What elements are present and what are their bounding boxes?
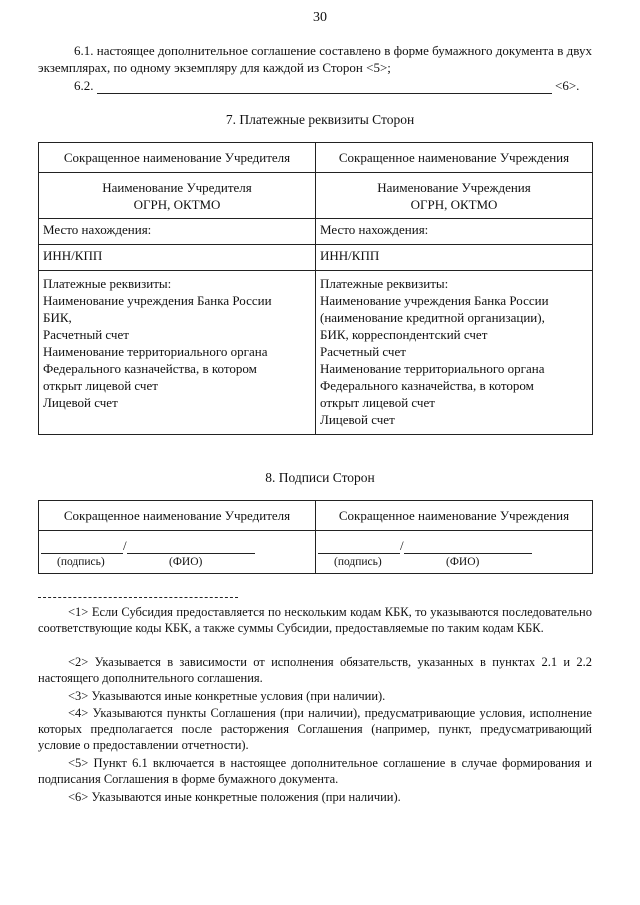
bank-line: БИК, корреспондентский счет [320, 327, 488, 342]
bank-line: Наименование учреждения Банка России [43, 293, 272, 308]
bank-line: Расчетный счет [43, 327, 129, 342]
bank-line: Расчетный счет [320, 344, 406, 359]
institution-location: Место нахождения: [316, 219, 593, 245]
founder-name: Наименование Учредителя [102, 179, 252, 195]
bank-line: Федерального казначейства, в котором [320, 378, 534, 393]
institution-short-name-header: Сокращенное наименование Учреждения [316, 143, 593, 173]
bank-line: (наименование кредитной организации), [320, 310, 545, 325]
founder-signature-cell [39, 531, 316, 574]
bank-line: БИК, [43, 310, 72, 325]
clause-6-2-footnote: <6>. [555, 78, 580, 93]
institution-signature-cell [316, 531, 593, 574]
bank-line: Платежные реквизиты: [43, 276, 172, 291]
founder-fio-label: (ФИО) [169, 556, 203, 568]
founder-inn-kpp: ИНН/КПП [39, 245, 316, 271]
section-8-title: 8. Подписи Сторон [265, 470, 375, 485]
bank-line: Наименование учреждения Банка России [320, 293, 549, 308]
founder-signature-header: Сокращенное наименование Учредителя [39, 501, 316, 531]
bank-line: Федерального казначейства, в котором [43, 361, 257, 376]
slash: / [123, 538, 127, 553]
footnote-separator [38, 597, 238, 598]
founder-short-name-header: Сокращенное наименование Учредителя [39, 143, 316, 173]
bank-line: Наименование территориального органа [320, 361, 545, 376]
founder-sign-label: (подпись) [57, 556, 105, 568]
institution-name-cell [316, 173, 593, 219]
institution-ogrn: ОГРН, ОКТМО [410, 196, 498, 212]
institution-signature-line[interactable] [318, 539, 400, 554]
institution-bank-details [316, 271, 593, 435]
bank-line: Платежные реквизиты: [320, 276, 449, 291]
bank-line: Лицевой счет [43, 395, 118, 410]
institution-signature-header: Сокращенное наименование Учреждения [316, 501, 593, 531]
founder-location: Место нахождения: [39, 219, 316, 245]
footnote-5: <5> Пункт 6.1 включается в настоящее дополнительное соглашение в случае формирования и подписания Соглашения в форме бумажного документа. [38, 756, 592, 786]
founder-bank-details [39, 271, 316, 435]
founder-signature-line[interactable] [41, 539, 123, 554]
institution-inn-kpp: ИНН/КПП [316, 245, 593, 271]
footnote-1: <1> Если Субсидия предоставляется по нескольким кодам КБК, то указываются последовательно соответствующие коды КБК, а также суммы Субсидии, предоставляемые по таким кодам КБК. [38, 605, 592, 635]
footnote-3: <3> Указываются иные конкретные условия (при наличии). [68, 689, 386, 703]
bank-line: Лицевой счет [320, 412, 395, 427]
bank-line: открыт лицевой счет [43, 378, 158, 393]
section-7-title: 7. Платежные реквизиты Сторон [225, 112, 415, 127]
slash: / [400, 538, 404, 553]
institution-fio-line[interactable] [404, 539, 532, 554]
footnote-4: <4> Указываются пункты Соглашения (при наличии), предусматривающие условия, исполнение которых предполагается после расторжения Соглашения (например, пункт, предусматривающий условие о предоставлении отчетности). [38, 706, 592, 752]
clause-6-2 [38, 77, 592, 94]
clause-6-1: 6.1. настоящее дополнительное соглашение составлено в форме бумажного документа в двух экземплярах, по одному экземпляру для каждой из Сторон <5>; [38, 43, 592, 75]
founder-ogrn: ОГРН, ОКТМО [133, 196, 221, 212]
page-number: 30 [313, 10, 327, 25]
clause-6-2-number: 6.2. [74, 78, 97, 93]
footnote-2: <2> Указывается в зависимости от исполнения обязательств, указанных в пунктах 2.1 и 2.2 настоящего дополнительного соглашения. [38, 655, 592, 685]
founder-name-cell [39, 173, 316, 219]
bank-line: Наименование территориального органа [43, 344, 268, 359]
footnote-6: <6> Указываются иные конкретные положения (при наличии). [68, 790, 401, 804]
institution-sign-label: (подпись) [334, 556, 382, 568]
payment-details-table [38, 142, 593, 435]
clause-6-2-blank-line[interactable] [97, 79, 552, 94]
institution-name: Наименование Учреждения [377, 179, 531, 195]
founder-fio-line[interactable] [127, 539, 255, 554]
signatures-table [38, 500, 593, 574]
institution-fio-label: (ФИО) [446, 556, 480, 568]
bank-line: открыт лицевой счет [320, 395, 435, 410]
